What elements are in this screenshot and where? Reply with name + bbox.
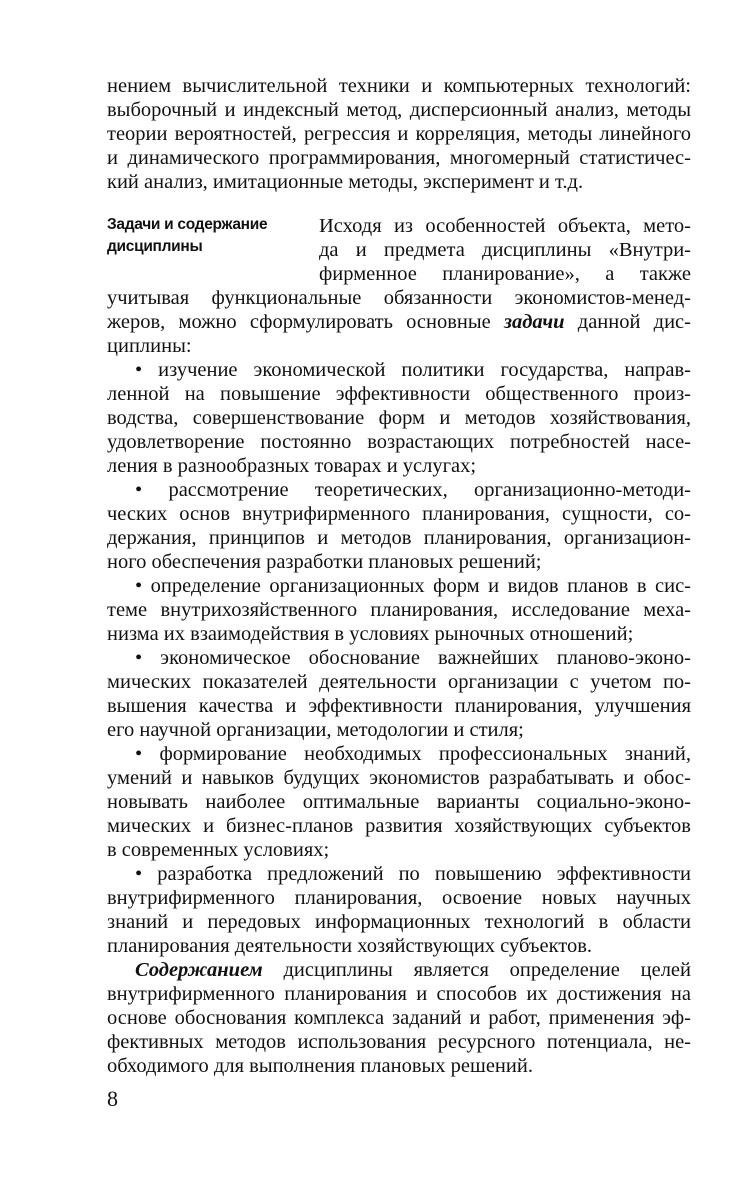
emphasis-tasks: задачи [503,311,565,333]
text-line: циплины: [107,335,192,357]
side-heading-line: дисциплины [107,238,203,255]
text-line: новывать наиболее оптимальные варианты социально-эконо- [107,791,691,813]
closing-paragraph [107,958,691,1078]
text-line: кий анализ, имитационные методы, эксперимент и т.д. [107,171,584,193]
text-line: фективных методов использования ресурсного потенциала, не- [107,1031,691,1053]
text-line: основе обоснования комплекса заданий и работ, применения эф- [107,1007,691,1029]
side-heading-line: Задачи и содержание [107,216,268,233]
text-line: ного обеспечения разработки плановых решений; [107,551,542,573]
text-line: ления в разнообразных товарах и услугах; [107,455,477,477]
text-line: вышения качества и эффективности планирования, улучшения [107,695,691,717]
text-line: фирменное планирование», а также [319,263,691,285]
text-line: • формирование необходимых профессиональных знаний, [135,743,691,765]
text-line: да и предмета дисциплины «Внутри- [319,239,691,261]
text-line: в современных условиях; [107,839,330,861]
text-line-with-emphasis [107,310,691,334]
page-number: 8 [107,1086,118,1111]
text-line: • разработка предложений по повышению эффективности [135,863,691,885]
text-line: внутрифирменного планирования и способов их достижения на [107,983,691,1005]
text-line: и динамического программирования, многомерный статистичес- [107,147,691,169]
text-line: ленной на повышение эффективности общественного произ- [107,383,691,405]
bullet-item [107,862,691,958]
emphasis-content: Содержанием [135,959,263,981]
text-line: знаний и передовых информационных технологий в области [107,911,691,933]
text-line: планирования деятельности хозяйствующих субъектов. [107,935,593,957]
text-line: внутрифирменного планирования, освоение новых научных [107,887,691,909]
text-line-with-emphasis [107,958,691,982]
text-line: учитывая функциональные обязанности экономистов-менед- [107,287,691,309]
text-run: дисциплины является определение целей [262,959,691,981]
text-line: теме внутрихозяйственного планирования, исследование меха- [107,599,691,621]
text-run: жеров, можно сформулировать основные [107,311,504,333]
text-line: водства, совершенствование форм и методов хозяйствования, [107,407,691,429]
text-line: держания, принципов и методов планирования, организацион- [107,527,691,549]
intro-paragraph [107,74,691,194]
text-line: выборочный и индексный метод, дисперсионный анализ, методы [107,99,691,121]
text-line: • определение организационных форм и видов планов в сис- [135,575,691,597]
side-heading [107,214,297,258]
text-line: мических показателей деятельности организации с учетом по- [107,671,691,693]
text-run: данной дис- [564,311,691,333]
bullet-item [107,478,691,574]
section-tasks [107,214,691,358]
text-line: Исходя из особенностей объекта, мето- [319,215,691,237]
bullet-item [107,574,691,646]
text-line: • экономическое обоснование важнейших планово-эконо- [135,647,691,669]
text-line: умений и навыков будущих экономистов разрабатывать и обос- [107,767,691,789]
text-line: ческих основ внутрифирменного планирования, сущности, со- [107,503,691,525]
text-line: его научной организации, методологии и стиля; [107,719,524,741]
text-line: обходимого для выполнения плановых решений. [107,1055,533,1077]
text-line: низма их взаимодействия в условиях рыночных отношений; [107,623,634,645]
page-body [107,74,691,1078]
text-line: теории вероятностей, регрессия и корреляция, методы линейного [107,123,691,145]
text-line: • рассмотрение теоретических, организационно-методи- [135,479,691,501]
bullet-list [107,358,691,958]
bullet-item [107,358,691,478]
text-line: мических и бизнес-планов развития хозяйствующих субъектов [107,815,691,837]
bullet-item [107,742,691,862]
text-line: • изучение экономической политики государства, направ- [135,359,691,381]
bullet-item [107,646,691,742]
text-line: удовлетворение постоянно возрастающих потребностей насе- [107,431,691,453]
text-line: нением вычислительной техники и компьютерных технологий: [107,75,691,97]
